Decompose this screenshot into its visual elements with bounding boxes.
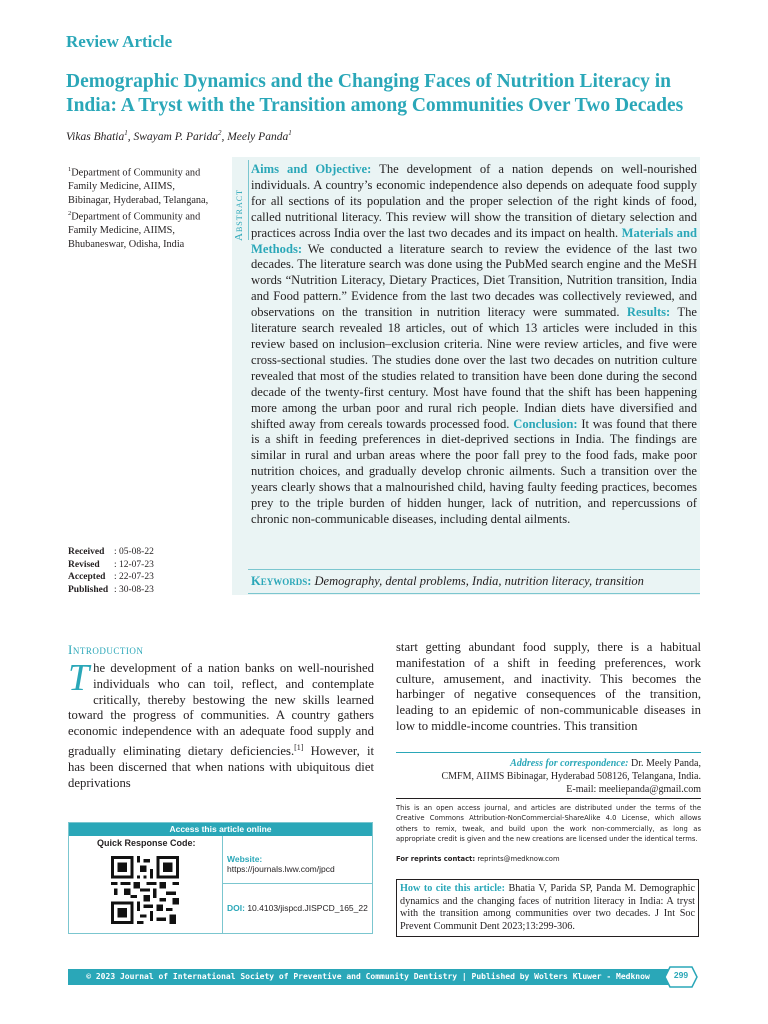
reprints-line <box>396 855 560 863</box>
citation-box <box>396 879 699 937</box>
doi-label: DOI: <box>227 903 245 913</box>
license-text: This is an open access journal, and articles are distributed under the terms of the Creative Commons Attribution-NonCommercial-ShareAlike 4.0 License, which allows others to remix, tweak, and build upon the work non-commercially, as long as appropriate credit is given and the new creations are licensed under the identical terms. <box>396 804 701 844</box>
drop-cap: T <box>68 657 90 699</box>
keywords-text: Demography, dental problems, India, nutrition literacy, transition <box>314 574 644 588</box>
date-value: : 30-08-23 <box>114 584 154 595</box>
correspondence-email[interactable]: E-mail: meeliepanda@gmail.com <box>566 784 701 795</box>
author-name: Swayam P. Parida <box>133 130 218 143</box>
doi-line <box>227 903 368 913</box>
website-label: Website: <box>227 854 263 864</box>
methods-label: Materials and Methods: <box>251 225 697 256</box>
correspondence-divider <box>396 752 701 753</box>
section-label: Review Article <box>66 32 173 51</box>
date-row <box>68 559 154 572</box>
results-text: The literature search revealed 18 articles, out of which 13 articles were included in this review based on inclusion–exclusion criteria. Nine were review articles, and five were cross-sectional studies. The studies done over the last two decades on nutrition culture revealed that most of the studies related to transition have been done during the second decade of the twenty-first century. Most have found that the shift has been happening more among the urban poor and rural rich people. Indian diets have diversified and shifted away from cereals towards processed food. <box>251 305 697 431</box>
introduction-heading: Introduction <box>68 642 144 657</box>
date-row <box>68 584 154 597</box>
introduction-body <box>68 657 374 792</box>
abstract-side-label <box>232 163 248 243</box>
article-title: Demographic Dynamics and the Changing Faces of Nutrition Literacy in India: A Tryst with the Transition among Communities Over Two Decades <box>66 71 684 116</box>
license-divider <box>396 798 701 799</box>
reprints-label: For reprints contact: <box>396 855 476 863</box>
access-divider-horizontal <box>222 883 373 884</box>
access-online-box <box>68 822 373 934</box>
date-row <box>68 546 154 559</box>
date-value: : 05-08-22 <box>114 547 154 557</box>
correspondence-name: Dr. Meely Panda, <box>631 758 701 769</box>
correspondence-label: Address for correspondence: <box>510 758 629 769</box>
date-label: Received <box>68 547 105 557</box>
website-line <box>227 854 372 874</box>
citation-label: How to cite this article: <box>400 883 505 894</box>
abstract-body <box>251 162 697 528</box>
website-link[interactable]: https://journals.lww.com/jpcd <box>227 864 335 874</box>
conclusion-text: It was found that there is a shift in feeding preferences in diet-deprived sections in India. The findings are similar in rural and urban areas where the poor fall prey to the food fads, make poor nutrition choices, and gradually develop chronic ailments. Such a transition over the years clearly shows that a malnourished child, having faulty feeding practices, becomes prey to the triple burden of hidden hunger, lack of nutrition, and repercussions of chronic non-communicable diseases, including dental ailments. <box>251 416 698 526</box>
access-divider-vertical <box>222 836 223 933</box>
page-number: 299 <box>673 970 689 980</box>
article-dates <box>68 546 154 596</box>
keywords-divider-bottom <box>248 593 700 594</box>
author-affiliation-mark: 1 <box>124 129 128 137</box>
date-label: Revised <box>68 559 100 570</box>
access-heading: Access this article online <box>69 823 372 836</box>
footer-text: © 2023 Journal of International Society of Preventive and Community Dentistry | Published by Wolters Kluwer - Medknow <box>86 972 650 981</box>
citation-text: Bhatia V, Parida SP, Panda M. Demographic dynamics and the changing faces of nutrition literacy in India: A tryst with the transition among communities over two decades. J Int Soc Prevent Communit Dent 2023;13:299-306. <box>400 883 696 932</box>
introduction-continuation: start getting abundant food supply, there is a habitual manifestation of a shift in feeding preferences, work culture, amusement, and inactivity. This becomes the harbinger of negative consequences of the transition, leading to an epidemic of non-communicable diseases in low to middle-income countries. This transition <box>396 640 701 733</box>
author-name: Meely Panda <box>227 130 289 143</box>
keywords-label: Keywords: <box>251 574 312 588</box>
affiliations <box>68 163 213 251</box>
aims-label: Aims and Objective: <box>251 162 372 176</box>
intro-text-a: he development of a nation banks on well-nourished individuals who can toil, reflect, and contemplate critically, thereby bestowing the new skills learned toward the progress of communities. A country gathers economic independence with an adequate food supply and gradually eliminating dietary deficiencies. <box>68 661 374 759</box>
author-name: Vikas Bhatia <box>66 130 125 143</box>
correspondence-address: CMFM, AIIMS Bibinagar, Hyderabad 508126, Telangana, India. <box>441 771 701 782</box>
aims-text: The development of a nation depends on well-nourished individuals. A country’s economic independence also depends on adequate food supply for all sections of its population and the proper selection of the right kinds of food, called nutritional literacy. This review will show the transition of dietary selection and practices across India over the last two decades and its impact on health. <box>251 162 697 240</box>
results-label: Results: <box>626 305 671 320</box>
date-value: : 12-07-23 <box>114 559 154 570</box>
intro-text-b: However, it has been discerned that when nations with ubiquitous diet deprivations <box>68 744 374 790</box>
methods-text: We conducted a literature search to review the evidence of the last two decades. The literature search was done using the PubMed search engine and the MeSH words “Nutrition Literacy, Dietary Practices, Diet Transition, Nutrition transition, India and Food pattern.” Evidence from the last two decades was collectively reviewed, and observations on the transition in nutrition literacy were summated. <box>251 241 697 320</box>
affiliation-mark: 1 <box>68 166 72 173</box>
author-list: Vikas Bhatia$^1$, Swayam P. Parida$^2$, Meely Panda$^1$ <box>66 129 292 143</box>
keywords-divider-top <box>248 569 700 570</box>
abstract-label-text: Abstract <box>233 189 245 241</box>
doi-link[interactable]: 10.4103/jispcd.JISPCD_165_22 <box>247 903 368 913</box>
conclusion-label: Conclusion: <box>513 416 578 431</box>
affiliation-mark: 2 <box>68 210 72 218</box>
date-label: Published <box>68 584 109 595</box>
author-affiliation-mark: 2 <box>217 129 222 137</box>
affiliation-1: Department of Community and Family Medicine, AIIMS, Bibinagar, Hyderabad, Telangana, <box>68 167 209 206</box>
keywords <box>251 574 697 589</box>
date-label: Accepted <box>68 572 106 583</box>
author-affiliation-mark: 1 <box>288 129 292 137</box>
qr-code-label: Quick Response Code: <box>97 838 196 848</box>
date-value: : 22-07-23 <box>114 572 154 583</box>
qr-code-icon[interactable] <box>111 856 179 924</box>
correspondence <box>396 757 701 796</box>
reference-link[interactable]: [1] <box>294 742 304 752</box>
abstract-divider <box>248 160 249 240</box>
date-row <box>68 571 154 584</box>
correspondence-line <box>396 757 701 770</box>
reprints-email[interactable]: reprints@medknow.com <box>477 855 560 863</box>
affiliation-2: Department of Community and Family Medicine, AIIMS, Bhubaneswar, Odisha, India <box>68 211 201 250</box>
